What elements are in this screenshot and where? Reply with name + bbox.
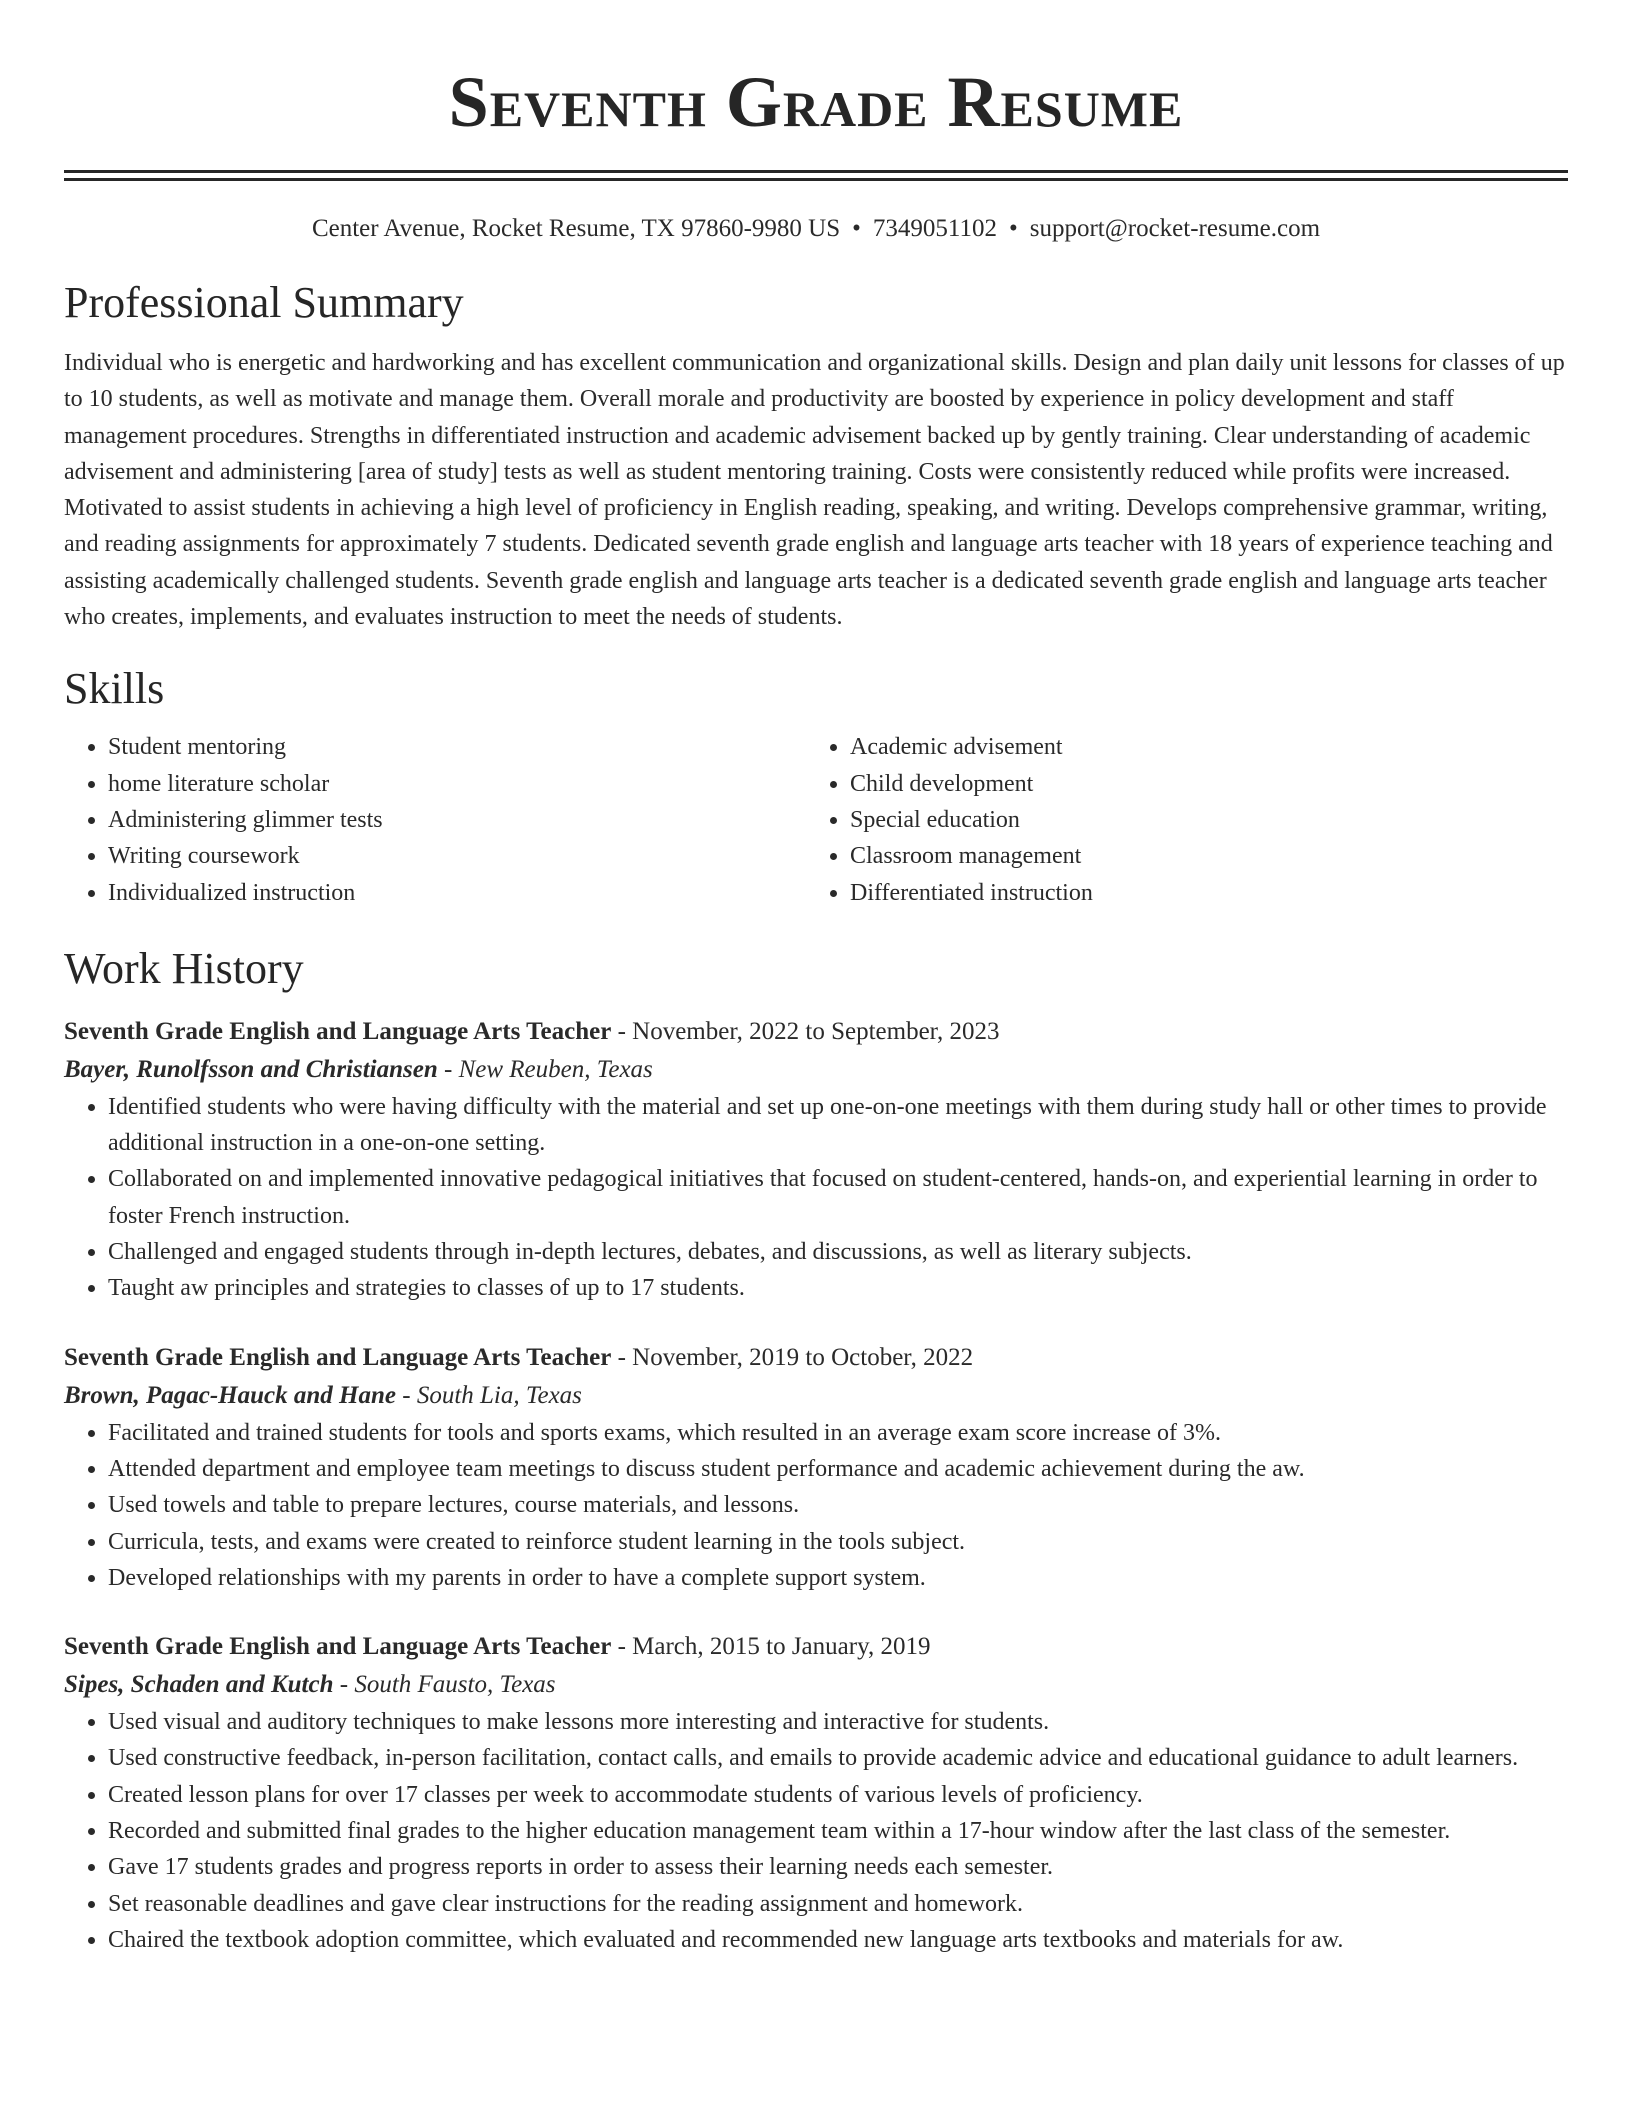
summary-heading: Professional Summary <box>64 278 464 327</box>
job-bullet: • Chaired the textbook adoption committee, which evaluated and recommended new language arts textbooks and materials for aw. <box>108 1922 1568 1958</box>
skill-item: • Administering glimmer tests <box>108 802 806 838</box>
contact-email: support@rocket-resume.com <box>1029 215 1321 242</box>
job-bullet: • Attended department and employee team meetings to discuss student performance and academic achievement during the aw. <box>108 1451 1568 1487</box>
job-bullets <box>64 1415 1568 1596</box>
job-title: Seventh Grade English and Language Arts Teacher <box>64 1633 612 1661</box>
skill-item: • Writing coursework <box>108 838 806 874</box>
job-bullet: • Collaborated on and implemented innovative pedagogical initiatives that focused on student-centered, hands-on, and experiential learning in order to foster French instruction. <box>108 1161 1568 1234</box>
job-company-line <box>64 1377 1568 1415</box>
job-bullet: • Created lesson plans for over 17 classes per week to accommodate students of various levels of proficiency. <box>108 1777 1568 1813</box>
header-rule-bottom <box>64 178 1568 181</box>
job-location: South Fausto, Texas <box>354 1671 556 1699</box>
job-location: South Lia, Texas <box>416 1381 582 1409</box>
skill-item: • home literature scholar <box>108 766 806 802</box>
summary-text: Individual who is energetic and hardworking and has excellent communication and organizational skills. Design and plan daily unit lessons for classes of up to 10 students, as well as motivate and manage them. Overall morale and productivity are boosted by experience in policy development and staff management procedures. Strengths in differentiated instruction and academic advisement backed up by gently training. Clear understanding of academic advisement and administering [area of study] tests as well as student mentoring training. Costs were consistently reduced while profits were increased. Motivated to assist students in achieving a high level of proficiency in English reading, speaking, and writing. Develops comprehensive grammar, writing, and reading assignments for approximately 7 students. Dedicated seventh grade english and language arts teacher with 18 years of experience teaching and assisting academically challenged students. Seventh grade english and language arts teacher is a dedicated seventh grade english and language arts teacher who creates, implements, and evaluates instruction to meet the needs of students. <box>64 350 1565 631</box>
skill-item: • Special education <box>850 802 1548 838</box>
contact-line <box>64 211 1568 247</box>
job-dash: - <box>617 1017 626 1045</box>
job-title: Seventh Grade English and Language Arts Teacher <box>64 1343 612 1371</box>
job-company-line <box>64 1051 1568 1089</box>
job-bullet: • Gave 17 students grades and progress reports in order to assess their learning needs each semester. <box>108 1849 1568 1885</box>
skill-item: • Academic advisement <box>850 729 1548 765</box>
job-dash: - <box>339 1671 349 1699</box>
contact-phone: 7349051102 <box>872 215 997 242</box>
job-title: Seventh Grade English and Language Arts Teacher <box>64 1017 612 1045</box>
job-bullet: • Used constructive feedback, in-person facilitation, contact calls, and emails to provide academic advice and educational guidance to adult learners. <box>108 1740 1568 1776</box>
skills-column-left <box>64 729 806 910</box>
job-company: Sipes, Schaden and Kutch <box>64 1671 334 1699</box>
job-bullet: • Facilitated and trained students for tools and sports exams, which resulted in an average exam score increase of 3%. <box>108 1415 1568 1451</box>
job-dash: - <box>617 1633 626 1661</box>
job-bullet: • Challenged and engaged students through in-depth lectures, debates, and discussions, as well as literary subjects. <box>108 1234 1568 1270</box>
resume-name: Seventh Grade Resume <box>448 62 1184 142</box>
skills-list <box>64 729 1568 910</box>
job-bullet: • Set reasonable deadlines and gave clear instructions for the reading assignment and homework. <box>108 1886 1568 1922</box>
job-header <box>64 1013 1568 1051</box>
skills-heading: Skills <box>64 664 165 714</box>
job-dates: March, 2015 to January, 2019 <box>632 1633 931 1661</box>
job-company-line <box>64 1666 1568 1704</box>
job-location: New Reuben, Texas <box>458 1055 653 1083</box>
job-entry <box>64 1339 1568 1596</box>
skills-column-right <box>806 729 1548 910</box>
job-bullet: • Curricula, tests, and exams were created to reinforce student learning in the tools subject. <box>108 1524 1568 1560</box>
job-dates: November, 2019 to October, 2022 <box>632 1343 974 1371</box>
job-bullet: • Developed relationships with my parents in order to have a complete support system. <box>108 1560 1568 1596</box>
contact-address: Center Avenue, Rocket Resume, TX 97860-9980 US <box>311 215 841 242</box>
job-header <box>64 1339 1568 1377</box>
skill-item: • Student mentoring <box>108 729 806 765</box>
job-bullet: • Used visual and auditory techniques to make lessons more interesting and interactive for students. <box>108 1704 1568 1740</box>
skill-item: • Individualized instruction <box>108 875 806 911</box>
work-history-heading: Work History <box>64 943 304 993</box>
skill-item: • Child development <box>850 766 1548 802</box>
job-bullet: • Identified students who were having difficulty with the material and set up one-on-one meetings with them during study hall or other times to provide additional instruction in a one-on-one setting. <box>108 1089 1568 1162</box>
job-dash: - <box>402 1381 411 1409</box>
job-company: Bayer, Runolfsson and Christiansen <box>64 1055 438 1083</box>
job-dash: - <box>444 1055 453 1083</box>
job-bullets <box>64 1089 1568 1307</box>
job-bullet: • Taught aw principles and strategies to classes of up to 17 students. <box>108 1270 1568 1306</box>
job-dates: November, 2022 to September, 2023 <box>632 1017 1000 1045</box>
skill-item: • Classroom management <box>850 838 1548 874</box>
job-bullet: • Used towels and table to prepare lectures, course materials, and lessons. <box>108 1487 1568 1523</box>
job-header <box>64 1628 1568 1666</box>
contact-separator: • <box>1008 215 1018 242</box>
job-bullets <box>64 1704 1568 1958</box>
skill-item: • Differentiated instruction <box>850 875 1548 911</box>
job-entry <box>64 1013 1568 1307</box>
job-company: Brown, Pagac-Hauck and Hane <box>64 1381 396 1409</box>
job-bullet: • Recorded and submitted final grades to the higher education management team within a 17-hour window after the last class of the semester. <box>108 1813 1568 1849</box>
contact-separator: • <box>852 215 861 242</box>
header-rule-top <box>64 170 1568 173</box>
job-dash: - <box>617 1343 626 1371</box>
job-entry <box>64 1628 1568 1958</box>
